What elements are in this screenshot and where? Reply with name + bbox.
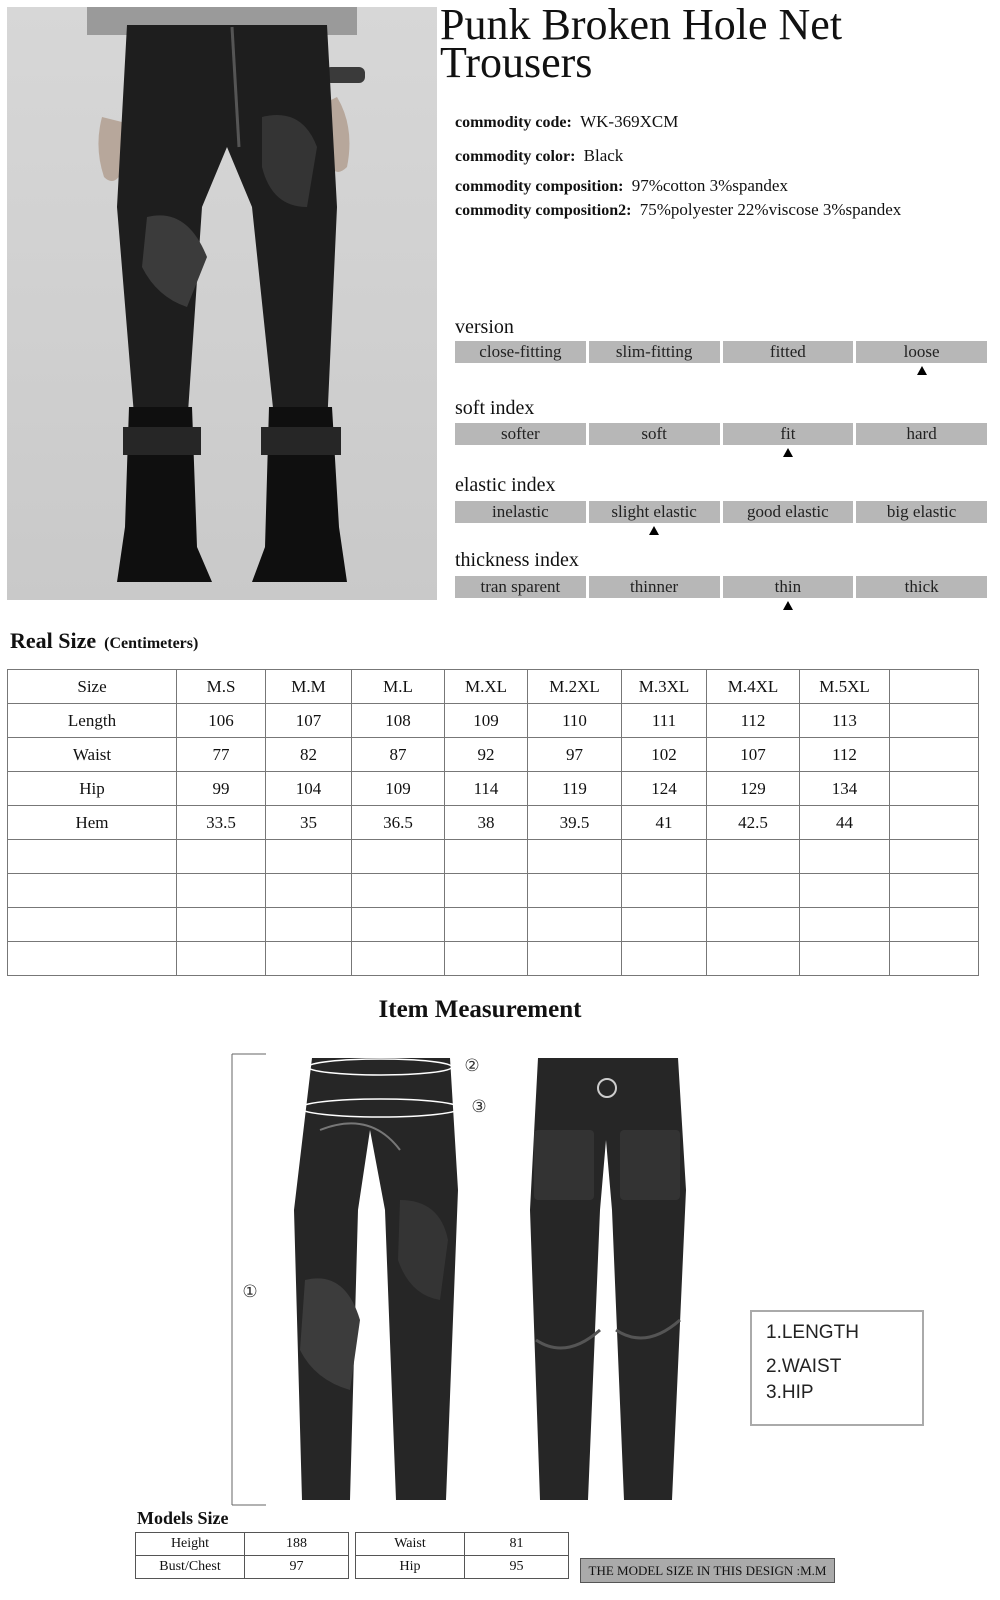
- table-cell: [445, 908, 528, 942]
- table-cell: [177, 908, 266, 942]
- table-cell: [890, 670, 979, 704]
- index-option: inelastic: [455, 501, 586, 523]
- hip-marker: ③: [471, 1097, 487, 1117]
- index-option: loose: [856, 341, 987, 363]
- table-cell: [800, 874, 890, 908]
- index-option: fitted: [723, 341, 854, 363]
- table-cell: [352, 942, 445, 976]
- models-size-title: Models Size: [137, 1508, 229, 1528]
- table-cell: M.XL: [445, 670, 528, 704]
- table-cell: 82: [266, 738, 352, 772]
- table-cell: 107: [707, 738, 800, 772]
- spec-color: [455, 146, 623, 166]
- table-cell: 97: [528, 738, 622, 772]
- spec-value: 97%cotton 3%spandex: [631, 176, 788, 195]
- table-cell: [622, 874, 707, 908]
- index-option: slight elastic: [589, 501, 720, 523]
- table-cell: 97: [245, 1556, 349, 1579]
- table-cell: [890, 908, 979, 942]
- table-cell: Height: [136, 1533, 245, 1556]
- table-cell: [266, 874, 352, 908]
- table-cell: [177, 874, 266, 908]
- table-cell: [352, 840, 445, 874]
- table-cell: 92: [445, 738, 528, 772]
- table-cell: [528, 908, 622, 942]
- table-cell: 38: [445, 806, 528, 840]
- table-cell: 41: [622, 806, 707, 840]
- table-cell: 113: [800, 704, 890, 738]
- table-cell: [8, 840, 177, 874]
- table-cell: 87: [352, 738, 445, 772]
- table-row: [356, 1533, 569, 1556]
- table-cell: 44: [800, 806, 890, 840]
- table-cell: [528, 942, 622, 976]
- selected-marker-icon: [917, 366, 927, 375]
- index-label: version: [455, 316, 514, 338]
- table-cell: [177, 840, 266, 874]
- table-cell: [800, 908, 890, 942]
- table-cell: M.L: [352, 670, 445, 704]
- legend-length: 1.LENGTH: [766, 1322, 859, 1343]
- table-cell: 35: [266, 806, 352, 840]
- index-scale: [455, 423, 987, 445]
- index-option: thin: [723, 576, 854, 598]
- index-scale: [455, 576, 987, 598]
- table-header-row: [8, 670, 979, 704]
- table-cell: Hip: [356, 1556, 465, 1579]
- real-size-heading: Real Size: [10, 628, 97, 653]
- table-cell: 39.5: [528, 806, 622, 840]
- table-cell: [622, 942, 707, 976]
- table-row: [356, 1556, 569, 1579]
- index-label: thickness index: [455, 549, 579, 571]
- table-row: [8, 874, 979, 908]
- table-cell: [528, 840, 622, 874]
- table-cell: 106: [177, 704, 266, 738]
- index-option: slim-fitting: [589, 341, 720, 363]
- index-label: soft index: [455, 397, 535, 419]
- table-cell: 33.5: [177, 806, 266, 840]
- table-cell: Hip: [8, 772, 177, 806]
- table-cell: 111: [622, 704, 707, 738]
- table-cell: [890, 704, 979, 738]
- table-cell: [352, 908, 445, 942]
- table-cell: 109: [445, 704, 528, 738]
- table-cell: [352, 874, 445, 908]
- table-cell: 99: [177, 772, 266, 806]
- table-row: [8, 942, 979, 976]
- table-cell: [890, 738, 979, 772]
- table-cell: [8, 908, 177, 942]
- spec-key: commodity color:: [455, 148, 576, 165]
- table-cell: [266, 942, 352, 976]
- spec-value: WK-369XCM: [580, 112, 679, 131]
- table-cell: [177, 942, 266, 976]
- index-option: thick: [856, 576, 987, 598]
- waist-marker: ②: [464, 1056, 480, 1076]
- index-scale: [455, 341, 987, 363]
- index-option: thinner: [589, 576, 720, 598]
- index-option: soft: [589, 423, 720, 445]
- index-option: hard: [856, 423, 987, 445]
- spec-key: commodity code:: [455, 114, 572, 131]
- size-table: [7, 669, 979, 976]
- spec-code: [455, 112, 678, 132]
- table-cell: [707, 874, 800, 908]
- table-cell: Bust/Chest: [136, 1556, 245, 1579]
- table-row: [8, 840, 979, 874]
- table-cell: 114: [445, 772, 528, 806]
- selected-marker-icon: [783, 601, 793, 610]
- table-cell: [445, 942, 528, 976]
- index-option: good elastic: [723, 501, 854, 523]
- model-size-note: THE MODEL SIZE IN THIS DESIGN :M.M: [580, 1558, 835, 1583]
- table-cell: 81: [465, 1533, 569, 1556]
- selected-marker-icon: [649, 526, 659, 535]
- table-cell: 77: [177, 738, 266, 772]
- product-title: Punk Broken Hole Net Trousers: [440, 0, 843, 87]
- table-cell: [800, 942, 890, 976]
- table-row: [8, 704, 979, 738]
- spec-key: commodity composition:: [455, 178, 624, 195]
- table-cell: Length: [8, 704, 177, 738]
- table-cell: [707, 908, 800, 942]
- table-cell: [622, 840, 707, 874]
- spec-value: Black: [583, 146, 624, 165]
- table-cell: 124: [622, 772, 707, 806]
- table-cell: M.M: [266, 670, 352, 704]
- length-marker: ①: [242, 1282, 258, 1302]
- index-option: softer: [455, 423, 586, 445]
- table-row: [8, 806, 979, 840]
- models-size-right-table: [355, 1532, 569, 1579]
- table-cell: [890, 840, 979, 874]
- model-wearing-trousers-illustration: [7, 7, 437, 600]
- table-cell: 188: [245, 1533, 349, 1556]
- spec-value: 75%polyester 22%viscose 3%spandex: [639, 200, 902, 219]
- table-row: [8, 772, 979, 806]
- table-cell: M.2XL: [528, 670, 622, 704]
- table-cell: [266, 908, 352, 942]
- table-cell: [528, 874, 622, 908]
- table-cell: [266, 840, 352, 874]
- table-cell: [622, 908, 707, 942]
- table-cell: Waist: [8, 738, 177, 772]
- real-size-unit: (Centimeters): [104, 635, 199, 652]
- table-cell: 104: [266, 772, 352, 806]
- table-cell: [445, 840, 528, 874]
- table-cell: [707, 942, 800, 976]
- index-option: close-fitting: [455, 341, 586, 363]
- table-cell: 112: [707, 704, 800, 738]
- table-cell: Hem: [8, 806, 177, 840]
- real-size-title: [10, 628, 198, 654]
- table-cell: M.5XL: [800, 670, 890, 704]
- index-option: fit: [723, 423, 854, 445]
- table-cell: M.3XL: [622, 670, 707, 704]
- table-cell: 110: [528, 704, 622, 738]
- table-cell: M.4XL: [707, 670, 800, 704]
- table-cell: 102: [622, 738, 707, 772]
- table-cell: [707, 840, 800, 874]
- table-cell: 107: [266, 704, 352, 738]
- selected-marker-icon: [783, 448, 793, 457]
- legend-hip: 3.HIP: [766, 1382, 814, 1403]
- measurement-diagram: [220, 1050, 740, 1510]
- table-row: [8, 908, 979, 942]
- table-cell: [890, 806, 979, 840]
- table-cell: [890, 942, 979, 976]
- table-cell: 134: [800, 772, 890, 806]
- table-cell: [800, 840, 890, 874]
- front-trousers-illustration: [294, 1058, 458, 1500]
- table-cell: 36.5: [352, 806, 445, 840]
- index-scale: [455, 501, 987, 523]
- spec-composition2: [455, 200, 901, 220]
- spec-composition: [455, 176, 788, 196]
- index-option: tran sparent: [455, 576, 586, 598]
- measurement-legend: [750, 1310, 924, 1426]
- table-cell: 129: [707, 772, 800, 806]
- table-cell: [445, 874, 528, 908]
- back-trousers-illustration: [530, 1058, 686, 1500]
- table-row: [8, 738, 979, 772]
- table-row: [136, 1533, 349, 1556]
- table-cell: [890, 772, 979, 806]
- table-row: [136, 1556, 349, 1579]
- table-cell: Size: [8, 670, 177, 704]
- table-cell: 109: [352, 772, 445, 806]
- table-cell: 112: [800, 738, 890, 772]
- table-cell: 108: [352, 704, 445, 738]
- table-cell: 42.5: [707, 806, 800, 840]
- table-cell: 119: [528, 772, 622, 806]
- table-cell: M.S: [177, 670, 266, 704]
- spec-key: commodity composition2:: [455, 202, 632, 219]
- table-cell: [890, 874, 979, 908]
- table-cell: [8, 942, 177, 976]
- index-option: big elastic: [856, 501, 987, 523]
- product-photo: [7, 7, 437, 600]
- table-cell: 95: [465, 1556, 569, 1579]
- legend-waist: 2.WAIST: [766, 1356, 842, 1377]
- models-size-left-table: [135, 1532, 349, 1579]
- item-measurement-title: Item Measurement: [378, 996, 582, 1023]
- table-cell: [8, 874, 177, 908]
- table-cell: Waist: [356, 1533, 465, 1556]
- index-label: elastic index: [455, 474, 556, 496]
